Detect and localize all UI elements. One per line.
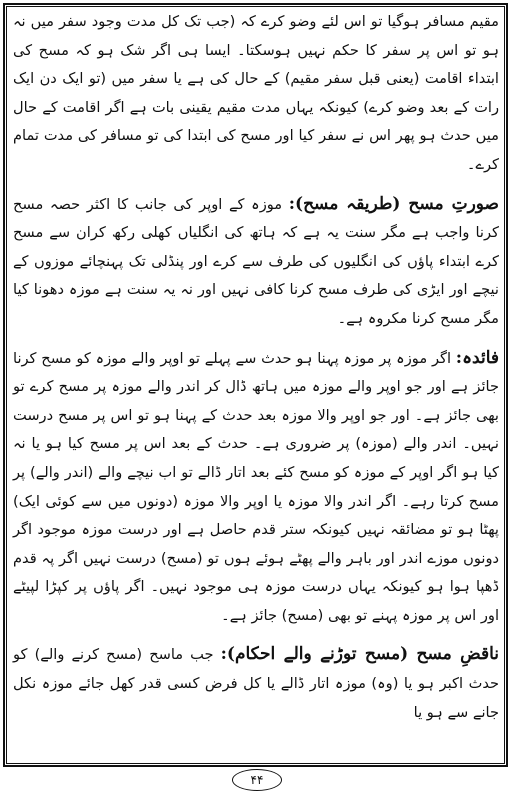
paragraph-text: مقیم مسافر ہوگیا تو اس لئے وضو کرے کہ (جب تک کل مدت وجود سفر میں نہ ہو تو اس پر سفر کا حکم نہیں ہوسکتا۔ ایسا ہی اگر شک ہو کہ مسح کی ابتداء اقامت (یعنی قبل سفر مقیم) کے حال کی ہے یا سفر میں (تو ایک دن ایک رات کے بعد وضو کرے) کیونکہ یہاں مدت مقیم یقینی بات ہے اگر اقامت کے حال میں حدث ہو پھر اس نے سفر کیا اور مسح کی ابتدا کی تو مسافر کی مدت تمام کرے۔ [13,13,499,173]
paragraph-text: موزہ کے اوپر کی جانب کا اکثر حصہ مسح کرنا واجب ہے مگر سنت یہ ہے کہ ہاتھ کی انگلیاں کھلی رکھ کران سے مسح کرے ابتداء پاؤں کی انگلیوں کی طرف سے کرے اور پنڈلی تک پہنچائے موزوں کے نیچے اور ایڑی کی طرف مسح کرنا کافی نہیں اور نہ یہ سنت ہے موزہ دھونا کیا مگر مسح کرنا مکروہ ہے۔ [13,195,499,327]
section-heading: فائدہ: [455,347,499,368]
page-number: ۴۴ [232,769,282,791]
section-heading: صورتِ مسح (طریقہ مسح): [288,193,499,214]
paragraph-masah-method [13,190,499,334]
paragraph-text: اگر موزہ پر موزہ پہنا ہو حدث سے پہلے تو اوپر والے موزہ کو مسح کرنا جائز ہے اور جو اوپر والے موزہ میں ہاتھ ڈال کر اندر والے موزہ پر مسح کرے تو بھی جائز ہے۔ اور جو اوپر والا موزہ بعد حدث کے پہنا ہو تو اس پر مسح درست نہیں۔ اندر والے (موزہ) پر ضروری ہے۔ حدث کے بعد اس پر مسح کیا ہو یا نہ کیا ہو اگر اوپر کے موزہ کو مسح کئے بعد اتار ڈالے تو اب نیچے والے (اندر والے) پر مسح کرتا رہے۔ اگر اندر والا موزہ یا اوپر والا موزہ (دونوں میں سے کوئی ایک) پھٹا ہو تو مضائقہ نہیں کیونکہ ستر قدم حاصل ہے اور درست موزہ موجود اگر دونوں موزے اندر اور باہر والے پھٹے ہوئے ہوں تو (مسح) درست نہیں اگر پہ قدم ڈھپا ہوا ہو کیونکہ یہاں درست موزہ ہی موجود نہیں۔ اگر پاؤں پر کپڑا لپیٹے اور اس پر موزہ پہنے تو بھی (مسح) جائز ہے۔ [13,349,499,624]
paragraph-text: جب ماسح (مسح کرنے والے) کو حدث اکبر ہو یا (وہ) موزہ اتار ڈالے یا کل فرض کسی قدر کھل جائے موزہ نکل جانے سے ہو یا [13,646,499,721]
paragraph-intro [13,8,499,180]
paragraph-nullifiers [13,640,499,727]
paragraph-benefit [13,344,499,631]
section-heading: ناقضِ مسح (مسح توڑنے والے احکام): [220,644,499,665]
text-body [13,8,499,737]
